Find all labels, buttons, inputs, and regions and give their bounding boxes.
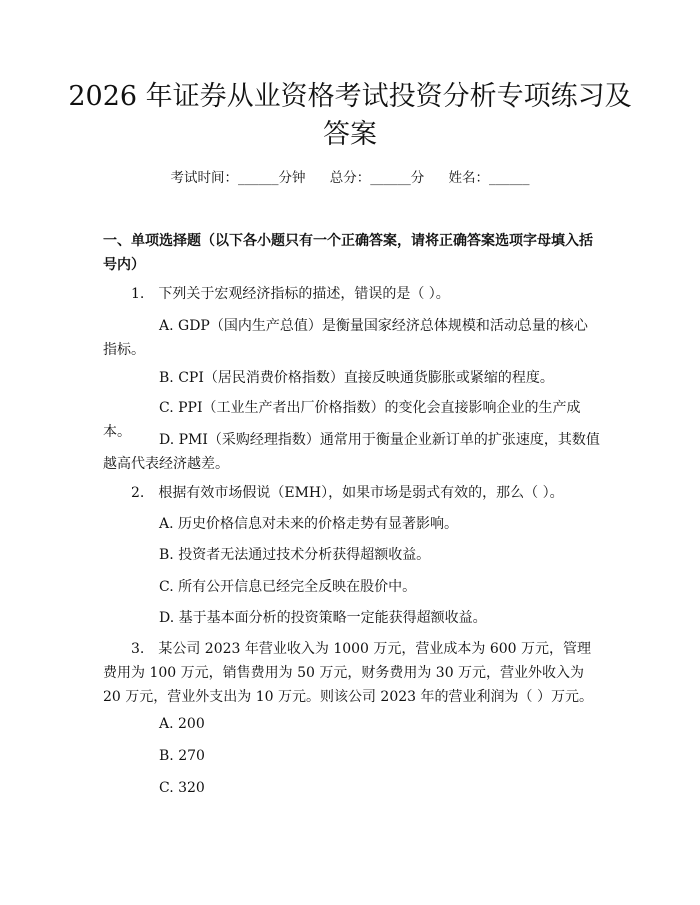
question-2-option-d: D. 基于基本面分析的投资策略一定能获得超额收益。: [159, 610, 487, 626]
question-3-option-b: B. 270: [159, 748, 205, 764]
question-1-stem: 1. 下列关于宏观经济指标的描述，错误的是（ ）。: [131, 286, 450, 302]
question-2-option-a: A. 历史价格信息对未来的价格走势有显著影响。: [159, 516, 459, 532]
question-1-option-c: C. PPI（工业生产者出厂价格指数）的变化会直接影响企业的生产成本。: [103, 400, 581, 440]
question-1-option-b: B. CPI（居民消费价格指数）直接反映通货膨胀或紧缩的程度。: [159, 370, 554, 386]
question-1-option-a: A. GDP（国内生产总值）是衡量国家经济总体规模和活动总量的核心指标。: [103, 318, 588, 358]
question-3-option-a: A. 200: [159, 716, 205, 732]
name-field: 姓名：______: [448, 170, 530, 186]
question-2-option-c: C. 所有公开信息已经完全反映在股价中。: [159, 579, 417, 595]
question-1-option-d: D. PMI（采购经理指数）通常用于衡量企业新订单的扩张速度，其数值越高代表经济越差。: [103, 432, 600, 472]
document-title: 2026 年证券从业资格考试投资分析专项练习及答案: [68, 81, 632, 150]
question-2-stem: 2. 根据有效市场假说（EMH），如果市场是弱式有效的，那么（ ）。: [131, 485, 564, 501]
question-3-option-c: C. 320: [159, 780, 205, 796]
question-3-stem: 3. 某公司 2023 年营业收入为 1000 万元，营业成本为 600 万元，管理费用为 100 万元，销售费用为 50 万元，财务费用为 30 万元，营业外收入为 20 万元，营业外支出为 10 万元。则该公司 2023 年的营业利润为（ ）万元。: [103, 641, 593, 705]
total-score-field: 总分：______分: [329, 170, 425, 186]
question-2-option-b: B. 投资者无法通过技术分析获得超额收益。: [159, 547, 431, 563]
exam-time-field: 考试时间：______分钟: [170, 170, 306, 186]
section-heading: 一、单项选择题（以下各小题只有一个正确答案，请将正确答案选项字母填入括号内）: [103, 233, 593, 273]
exam-meta: [0, 168, 700, 188]
